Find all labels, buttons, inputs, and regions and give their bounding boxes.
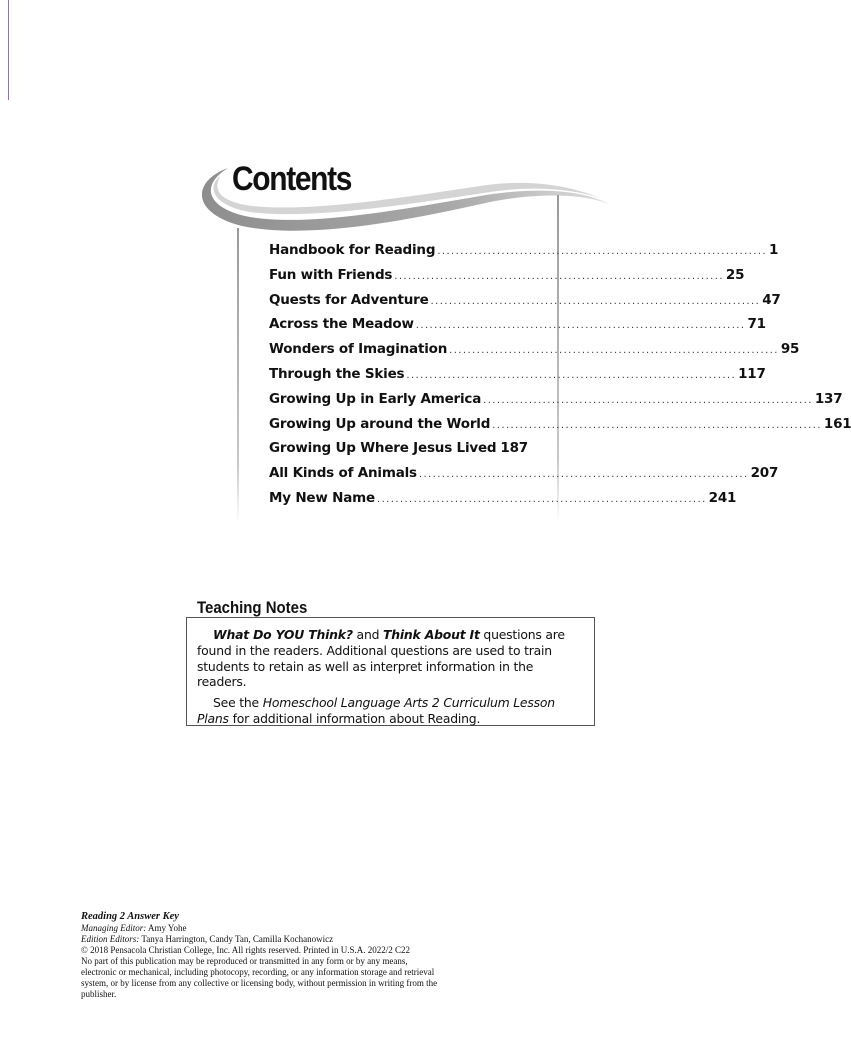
page-title: Contents: [232, 160, 352, 198]
toc-entry[interactable]: [269, 415, 851, 441]
toc-entry-page: 117: [738, 365, 766, 382]
toc-dot-leader: ........................................................................: [449, 345, 779, 357]
toc-dot-leader: ........................................................................: [437, 246, 767, 257]
colophon: [81, 910, 441, 1000]
readers-question-title: What Do YOU Think?: [213, 627, 353, 642]
toc-dot-leader: ........................................................................: [483, 394, 813, 406]
edition-editors-names: Tanya Harrington, Candy Tan, Camilla Kochanowicz: [139, 934, 334, 944]
teaching-notes-box: [186, 617, 595, 726]
toc-entry-title: All Kinds of Animals: [269, 465, 417, 482]
rights-notice: No part of this publication may be reproduced or transmitted in any form or by any means, electronic or mechanical, including photocopy, recording, or any information storage and retrieval system, or by license from any collective or licensing body, without permission in writing from the publisher.: [81, 956, 438, 999]
edition-editors-line: [81, 934, 441, 945]
toc-entry-title: My New Name: [269, 489, 375, 506]
table-of-contents: [269, 242, 851, 515]
toc-dot-leader: ........................................................................: [394, 270, 724, 282]
toc-entry-page: 25: [725, 266, 745, 283]
toc-entry-page: 241: [708, 489, 737, 506]
notes-text: questions are found in the readers. Additional questions are used to train students to retain as well as interpret information in the readers.: [197, 627, 565, 690]
toc-dot-leader: ........................................................................: [406, 369, 737, 381]
toc-dot-leader: ........................................................................: [377, 493, 707, 505]
book-title: Reading 2 Answer Key: [81, 911, 179, 922]
toc-entry[interactable]: [269, 266, 745, 292]
toc-entry-page: 137: [814, 390, 843, 407]
lesson-plans-title: Homeschool Language Arts 2 Curriculum Lesson Plans: [197, 695, 555, 726]
toc-entry-page: 47: [762, 291, 781, 308]
toc-dot-leader: ........................................................................: [418, 469, 749, 481]
toc-frame-left-line: [237, 228, 239, 523]
managing-editor-name: Amy Yohe: [146, 923, 187, 933]
toc-entry-page: 71: [747, 316, 766, 333]
toc-dot-leader: ........................................................................: [492, 419, 822, 431]
toc-entry-page: 1: [768, 242, 779, 258]
toc-entry-title: Fun with Friends: [269, 266, 393, 283]
toc-entry-page: 207: [750, 465, 779, 482]
teaching-notes-heading: Teaching Notes: [197, 598, 308, 617]
teaching-notes-paragraph: [197, 627, 586, 690]
managing-editor-label: Managing Editor:: [81, 923, 147, 933]
notes-text: for additional information about Reading.: [228, 710, 481, 726]
toc-entry[interactable]: [269, 365, 766, 391]
toc-entry[interactable]: [269, 242, 779, 267]
toc-entry-title: Quests for Adventure: [269, 291, 429, 308]
toc-entry-page: 161: [823, 415, 851, 432]
toc-entry-title: Handbook for Reading: [269, 242, 436, 258]
toc-entry-title: Growing Up in Early America: [269, 390, 482, 407]
toc-entry-page: 187: [500, 440, 528, 457]
toc-entry[interactable]: [269, 489, 737, 515]
toc-entry[interactable]: [269, 390, 843, 416]
copyright-line: © 2018 Pensacola Christian College, Inc. All rights reserved. Printed in U.S.A. 2022/2 C22: [81, 945, 411, 955]
notes-text: See the: [213, 695, 263, 711]
notes-text: and: [352, 627, 384, 642]
toc-entry[interactable]: [269, 465, 779, 490]
page-edge-line: [8, 0, 9, 100]
readers-question-title: Think About It: [383, 627, 480, 642]
teaching-notes-paragraph: [197, 695, 586, 727]
toc-entry-title: Growing Up around the World: [269, 415, 491, 432]
toc-entry[interactable]: [269, 316, 766, 341]
toc-entry-title: Across the Meadow: [269, 316, 414, 333]
toc-entry[interactable]: [269, 440, 526, 465]
edition-editors-label: Edition Editors:: [81, 934, 140, 944]
toc-entry-title: Wonders of Imagination: [269, 341, 448, 358]
toc-entry[interactable]: [269, 341, 800, 366]
toc-entry-title: Through the Skies: [269, 365, 405, 382]
toc-entry[interactable]: [269, 291, 781, 317]
toc-dot-leader: ........................................................................: [415, 320, 746, 332]
toc-entry-title: Growing Up Where Jesus Lived: [269, 440, 497, 457]
toc-entry-page: 95: [780, 341, 800, 358]
toc-dot-leader: ........................................................................: [430, 295, 761, 307]
managing-editor-line: [81, 923, 441, 934]
